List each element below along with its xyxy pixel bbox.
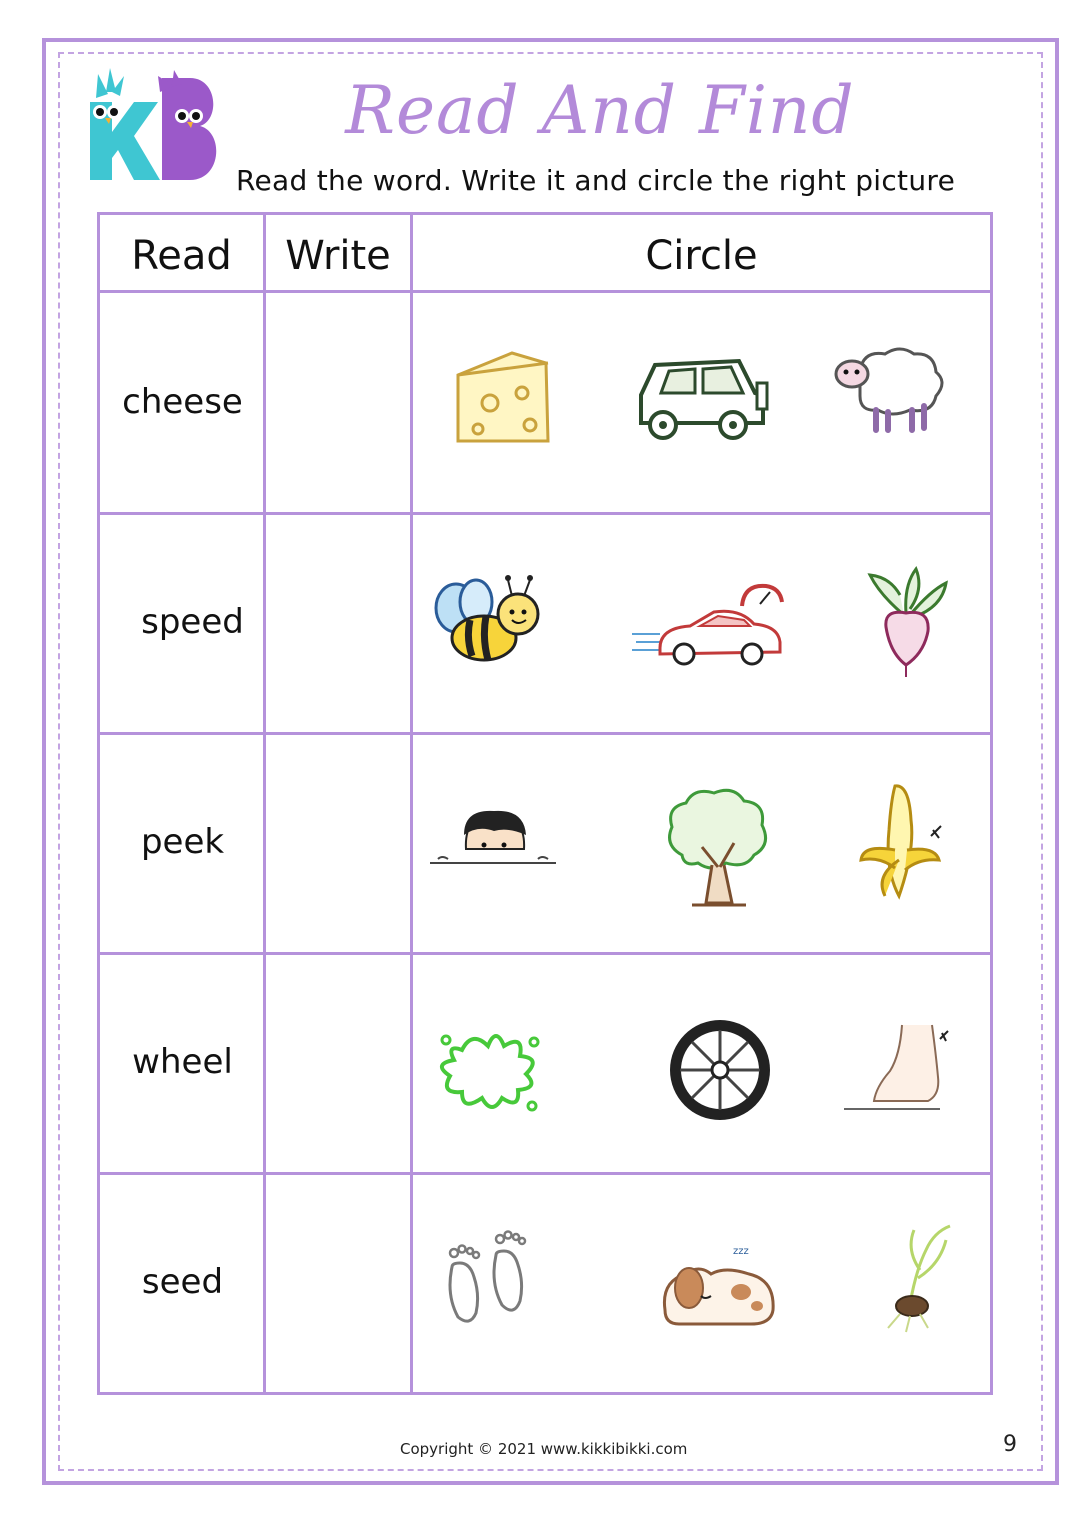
page-title: Read And Find	[345, 72, 855, 149]
sprouting-seed-icon[interactable]	[870, 1220, 960, 1335]
bee-icon[interactable]	[432, 568, 542, 673]
word-cheese: cheese	[122, 382, 243, 422]
green-splat-icon[interactable]	[432, 1020, 547, 1120]
sleeping-dog-icon[interactable]	[655, 1240, 780, 1330]
instruction-text: Read the word. Write it and circle the right picture	[236, 164, 956, 197]
row-divider	[97, 1172, 993, 1175]
column-header-circle: Circle	[645, 233, 758, 279]
page-number: 9	[1003, 1432, 1017, 1457]
sheep-icon[interactable]	[830, 340, 950, 435]
column-header-write: Write	[285, 233, 391, 279]
tree-icon[interactable]	[662, 785, 772, 910]
word-speed: speed	[141, 602, 244, 642]
cheese-icon[interactable]	[450, 345, 555, 450]
beet-icon[interactable]	[860, 565, 950, 680]
column-divider	[410, 212, 413, 1395]
column-header-read: Read	[131, 233, 232, 279]
row-divider	[97, 732, 993, 735]
wheel-icon[interactable]	[665, 1015, 775, 1125]
row-divider	[97, 512, 993, 515]
peeking-boy-icon[interactable]	[428, 805, 558, 875]
speeding-car-icon[interactable]	[630, 578, 790, 673]
word-peek: peek	[140, 822, 225, 862]
feet-icon[interactable]	[440, 1225, 540, 1330]
jeep-icon[interactable]	[635, 355, 770, 445]
word-seed: seed	[141, 1262, 224, 1302]
copyright-footer: Copyright © 2021 www.kikkibikki.com	[400, 1440, 688, 1458]
banana-icon[interactable]	[855, 780, 950, 905]
word-wheel: wheel	[132, 1042, 233, 1082]
foot-heel-icon[interactable]	[840, 1015, 950, 1115]
row-divider	[97, 952, 993, 955]
svg-text:zzz: zzz	[733, 1246, 749, 1257]
kb-logo-icon	[78, 64, 228, 186]
row-divider	[97, 290, 993, 293]
